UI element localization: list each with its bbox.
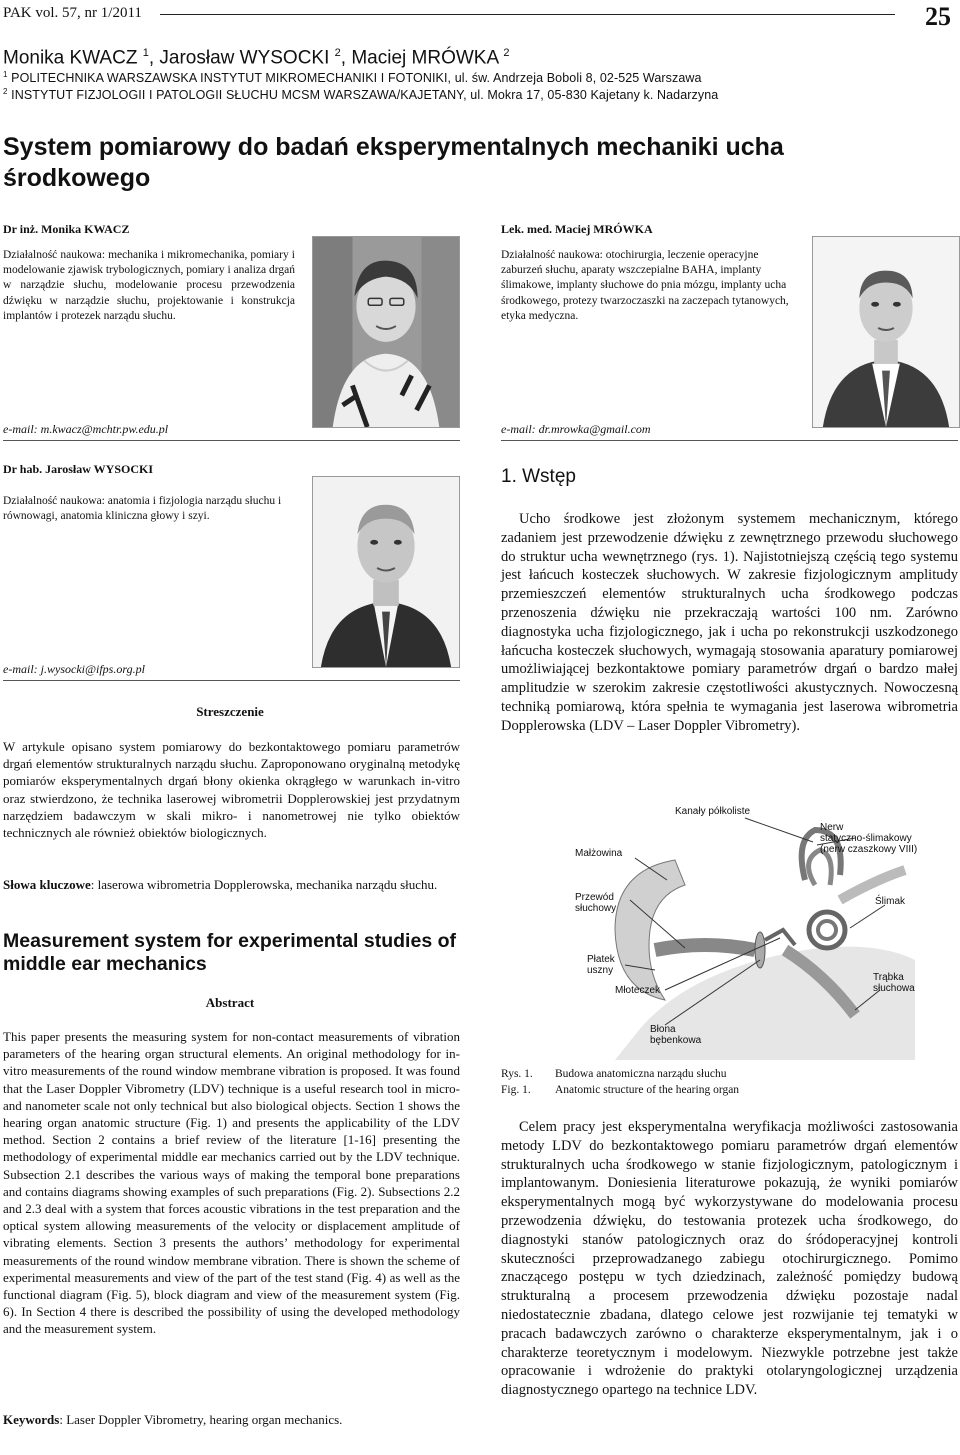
email-kwacz[interactable]: e-mail: m.kwacz@mchtr.pw.edu.pl xyxy=(3,422,169,436)
bio-divider xyxy=(501,440,958,441)
author-photo-mrowka xyxy=(812,236,960,428)
keywords-en-text: : Laser Doppler Vibrometry, hearing organ mechanics. xyxy=(59,1412,343,1427)
keywords-pl-label: Słowa kluczowe xyxy=(3,877,91,892)
bio-text-wysocki: Działalność naukowa: anatomia i fizjologia narządu słuchu i równowagi, anatomia kliniczna głowy i szyi. xyxy=(3,495,282,523)
affiliation-mark: 1 xyxy=(3,70,8,79)
author-name: Maciej MRÓWKA xyxy=(351,47,499,69)
article-title-en: Measurement system for experimental studies of middle ear mechanics xyxy=(3,930,456,975)
label-auricle: Małżowina xyxy=(575,848,623,859)
journal-header: PAK vol. 57, nr 1/2011 xyxy=(3,5,142,21)
abstract-pl-text: W artykule opisano system pomiarowy do bezkontaktowego pomiaru parametrów drgań elementów strukturalnych narządu słuchu. Zaproponowano oryginalną metodykę pomiarów eksperymentalnych drgań błony okienka okrągłego w warunkach in-vitro oraz stwierdzono, że technika laserowej wibrometrii Dopplerowskiej jest przydatnym narzędziem badawczym w skali mikro- i nanometrowej nie tylko obiektów technicznych ale również obiektów biologicznych. xyxy=(3,739,460,841)
keywords-pl-text: : laserowa wibrometria Dopplerowska, mechanika narządu słuchu. xyxy=(90,877,438,892)
page-number: 25 xyxy=(925,2,951,31)
keywords-en xyxy=(3,1411,460,1428)
label-semicircular-canals: Kanały półkoliste xyxy=(675,806,751,817)
section-1-heading: 1. Wstęp xyxy=(501,466,576,487)
bio-name-kwacz: Dr inż. Monika KWACZ xyxy=(3,222,130,236)
email-wysocki[interactable]: e-mail: j.wysocki@ifps.org.pl xyxy=(3,662,145,676)
author-list: Monika KWACZ $^1$, Jarosław WYSOCKI $^2$, Maciej MRÓWKA $^2$ xyxy=(3,47,510,69)
bio-text-kwacz: Działalność naukowa: mechanika i mikromechanika, pomiary i modelowanie zjawisk trybologicznych, pomiary i analiza drgań w narządzie słuchu, modelowanie procesu przewodzenia dźwięku w narządzie słuchu, projektowanie i konstrukcja implantów i protezek narządu słuchu. xyxy=(3,249,295,322)
affiliation-text: INSTYTUT FIZJOLOGII I PATOLOGII SŁUCHU MCSM WARSZAWA/KAJETANY, ul. Mokra 17, 05-830 Kajetany k. Nadarzyna xyxy=(11,88,719,103)
author-name: Jarosław WYSOCKI xyxy=(159,47,330,69)
author-affiliation-mark: 2 xyxy=(503,47,510,59)
label-eardrum-2: bębenkowa xyxy=(650,1035,702,1046)
bio-name-wysocki: Dr hab. Jarosław WYSOCKI xyxy=(3,462,154,476)
author-affiliation-mark: 2 xyxy=(334,47,341,59)
bio-divider xyxy=(3,680,460,681)
author-name: Monika KWACZ xyxy=(3,47,138,69)
author-photo-kwacz xyxy=(312,236,460,428)
figure-1-ear-anatomy xyxy=(555,800,925,1060)
figure-1-caption-pl-label: Rys. 1. xyxy=(501,1068,533,1080)
section-1-paragraph-1: Ucho środkowe jest złożonym systemem mechanicznym, którego zadaniem jest przewodzenie dźwięku z zewnętrznego przewodu słuchowego do struktur ucha wewnętrznego (rys. 1). Najistotniejszą częścią tego systemu jest łańcuch kosteczek słuchowych. W zakresie fizjologicznym amplitudy przemieszczeń elementów strukturalnych ucha środkowego podczas przenoszenia dźwięku nie przekraczają wartości 100 nm. Zarówno diagnostyka ucha fizjologicznego, jak i ucha po rekonstrukcji uszkodzonego łańcucha kosteczek słuchowych, wymagają stosowania aparatury pomiarowej umożliwiającej bezkontaktowe pomiary parametrów drgań o bardzo małej amplitudzie w szerokim zakresie częstotliwości akustycznych. Nowoczesną techniką pomiarową, która spełnia te wymagania jest laserowa wibrometria Dopplerowska (LDV – Laser Doppler Vibrometry). xyxy=(501,511,958,734)
label-cochlea: Ślimak xyxy=(875,896,906,907)
keywords-pl xyxy=(3,876,460,893)
author-photo-wysocki xyxy=(312,476,460,668)
author-affiliation-mark: 1 xyxy=(142,47,149,59)
header-rule xyxy=(160,14,895,15)
label-eustachian-tube-1: Trąbka xyxy=(873,972,904,983)
affiliation-1 xyxy=(3,70,702,85)
label-nerve-1: Nerw xyxy=(820,822,844,833)
abstract-en-text: This paper presents the measuring system for non-contact measurements of vibration parameters of the hearing organ structural elements. An original methodology for in-vitro measurements of the round window membrane vibration is proposed. It was found that the Laser Doppler Vibrometry (LDV) technique is a useful research tool in micro- and nanometer scale not only technical but also biological objects. Section 1 shows the hearing organ anatomic structure (Fig. 1) and presents the applicability of the LDV method. Section 2 contains a brief review of the literature [1-16] presenting the methodology of experimental middle ear mechanics carried out by the LDV technique. Subsection 2.1 describes the various ways of making the temporal bone preparations and contains diagrams showing examples of such preparations (Fig. 2). Subsections 2.2 and 2.3 deal with a system that forces acoustic vibrations in the test preparation and the optical system allowing measurements of the velocity or displacement amplitude of vibrating elements. Section 3 presents the authors’ methodology for experimental measurements of the round window membrane vibration. There is shown the scheme of experimental measurements and view of the part of the test stand (Fig. 4) as well as the functional diagram (Fig. 5), block diagram and view of the measurement system (Fig. 6). In Section 4 there is described the possibility of using the developed methodology and the measurement system. xyxy=(3,1029,460,1337)
keywords-en-label: Keywords xyxy=(3,1412,60,1427)
bio-name-mrowka: Lek. med. Maciej MRÓWKA xyxy=(501,222,653,236)
abstract-en-heading: Abstract xyxy=(205,995,255,1010)
label-ear-canal-2: słuchowy xyxy=(575,903,617,914)
abstract-pl-heading: Streszczenie xyxy=(196,704,264,719)
label-malleus: Młoteczek xyxy=(615,985,661,996)
affiliation-mark: 2 xyxy=(3,87,8,96)
label-nerve-3: (nerw czaszkowy VIII) xyxy=(820,844,918,855)
affiliation-text: POLITECHNIKA WARSZAWSKA INSTYTUT MIKROMECHANIKI I FOTONIKI, ul. św. Andrzeja Boboli 8, 02-525 Warszawa xyxy=(11,71,702,86)
affiliation-2 xyxy=(3,87,718,102)
label-earlobe-2: uszny xyxy=(587,965,614,976)
label-eustachian-tube-2: słuchowa xyxy=(873,983,915,994)
figure-1-caption-pl: Budowa anatomiczna narządu słuchu xyxy=(555,1068,727,1080)
figure-1-caption-en: Anatomic structure of the hearing organ xyxy=(555,1084,740,1096)
label-eardrum-1: Błona xyxy=(650,1024,676,1035)
bio-divider xyxy=(3,440,460,441)
bio-text-mrowka: Działalność naukowa: otochirurgia, leczenie operacyjne zaburzeń słuchu, aparaty wszczepialne BAHA, implanty ślimakowe, implanty słuchowe do pnia mózgu, implanty ucha środkowego, protezy twarzoczaszki na zaczepach tytanowych, etyka medyczna. xyxy=(501,249,789,322)
email-mrowka[interactable]: e-mail: dr.mrowka@gmail.com xyxy=(501,422,651,436)
label-nerve-2: statyczno-ślimakowy xyxy=(820,833,912,844)
label-earlobe-1: Płatek xyxy=(587,954,615,965)
section-1-paragraph-2: Celem pracy jest eksperymentalna weryfikacja możliwości zastosowania metody LDV do bezkontaktowego pomiaru parametrów drgań elementów strukturalnych ucha środkowego w stanie fizjologicznym, patologicznym i implantowanym. Doniesienia literaturowe pokazują, że wyniki pomiarów eksperymentalnych mogą być wykorzystywane do modelowania procesu przewodzenia dźwięku, do testowania protezek ucha środkowego, do diagnostyki stanów patologicznych oraz do śródoperacyjnej kontroli skuteczności przeprowadzanego zabiegu otochirurgicznego. Pomimo znaczącego postępu w tych dziedzinach, zależność pomiędzy budową strukturalną a procesem przewodzenia dźwięku pozostaje nadal niedostatecznie zbadana, dlatego celowe jest rozwijanie tej tematyki w pracach badawczych zarówno o charakterze eksperymentalnym, jak i o charakterze teoretycznym i modelowym. Niezwykle potrzebne jest także opracowanie i wdrożenie do praktyki otolaryngologicznej urządzenia diagnostycznego opartego na technice LDV. xyxy=(501,1119,958,1399)
article-title-pl: System pomiarowy do badań eksperymentalnych mechaniki ucha środkowego xyxy=(3,133,784,192)
figure-1-caption-en-label: Fig. 1. xyxy=(501,1084,531,1096)
ear-anatomy-diagram xyxy=(555,800,925,1060)
label-ear-canal-1: Przewód xyxy=(575,892,614,903)
